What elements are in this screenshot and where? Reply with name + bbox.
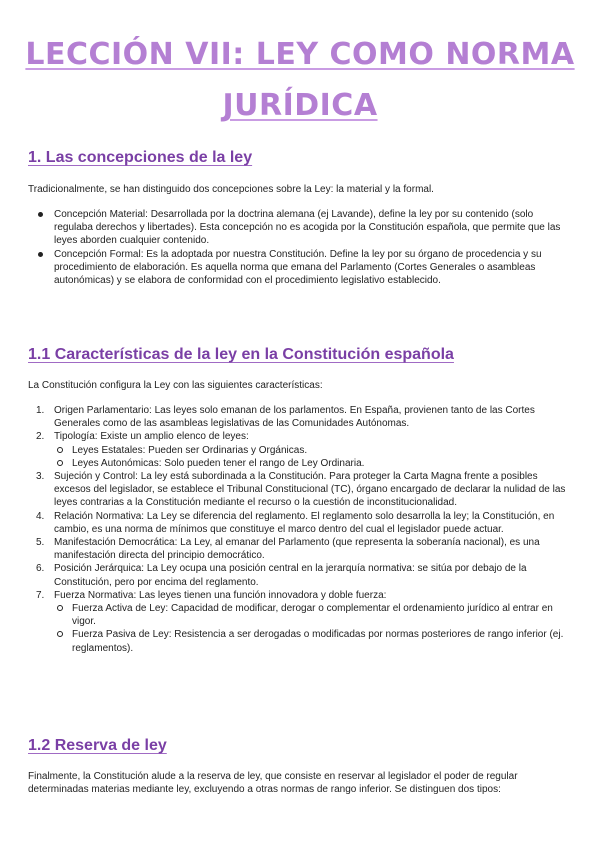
item-number: 6.	[36, 563, 45, 575]
list-item	[36, 536, 568, 562]
page-title-line-2: JURÍDICA	[222, 88, 378, 123]
item-text: Fuerza Normativa: Las leyes tienen una función innovadora y doble fuerza:	[54, 589, 387, 601]
list-item	[36, 404, 568, 430]
item-text: Relación Normativa: La Ley se diferencia del reglamento. El reglamento solo desarrolla la ley; la Constitución, en cambio, es una norma de mínimos que constituye el marco dentro del cual el legislador puede actuar.	[54, 510, 555, 535]
section-1-intro: Tradicionalmente, se han distinguido dos concepciones sobre la Ley: la material y la formal.	[28, 184, 434, 195]
item-number: 5.	[36, 537, 45, 549]
sub-list-item: Leyes Autonómicas: Solo pueden tener el rango de Ley Ordinaria.	[54, 457, 568, 470]
item-text: Sujeción y Control: La ley está subordinada a la Constitución. Para proteger la Carta Magna frente a posibles excesos del legislador, se establece el Tribunal Constitucional (TC), órgano encargado de declarar la nulidad de las leyes contrarias a la Constitución mediante el recurso o la cuestión de inconstitucionalidad.	[54, 471, 566, 509]
section-1-1-heading: 1.1 Características de la ley en la Constitución española	[28, 346, 454, 363]
item-text: Manifestación Democrática: La Ley, al emanar del Parlamento (que representa la soberanía nacional), es una manifestación directa del principio democrático.	[54, 537, 540, 562]
item-number: 4.	[36, 510, 45, 522]
item-number: 3.	[36, 471, 45, 483]
list-item	[36, 562, 568, 588]
list-item: Concepción Material: Desarrollada por la doctrina alemana (ej Lavande), define la ley por su contenido (solo regulaba derechos y libertades). Esta concepción no es acogida por la Constitución española, que permite que las leyes aborden cualquier contenido.	[36, 208, 568, 248]
item-text: Posición Jerárquica: La Ley ocupa una posición central en la jerarquía normativa: se sitúa por debajo de la Constitución, pero por encima del reglamento.	[54, 563, 527, 588]
section-1-heading: 1. Las concepciones de la ley	[28, 149, 253, 166]
sub-list-item: Fuerza Activa de Ley: Capacidad de modificar, derogar o complementar el ordenamiento jurídico al entrar en vigor.	[54, 602, 568, 628]
item-text: Origen Parlamentario: Las leyes solo emanan de los parlamentos. En España, provienen tanto de las Cortes Generales como de las asambleas legislativas de las Comunidades Autónomas.	[54, 405, 535, 430]
sub-list-item: Leyes Estatales: Pueden ser Ordinarias y Orgánicas.	[54, 444, 568, 457]
section-1-1-intro: La Constitución configura la Ley con las siguientes características:	[28, 380, 323, 391]
sub-list-item: Fuerza Pasiva de Ley: Resistencia a ser derogadas o modificadas por normas posteriores de rango inferior (ej. reglamentos).	[54, 628, 568, 654]
sub-list	[54, 444, 568, 470]
item-number: 2.	[36, 431, 45, 443]
list-item	[36, 430, 568, 470]
sub-list	[54, 602, 568, 655]
item-number: 1.	[36, 405, 45, 416]
page-title-line-1: LECCIÓN VII: LEY COMO NORMA	[25, 37, 575, 72]
section-1-2-heading: 1.2 Reserva de ley	[28, 737, 167, 754]
list-item: Concepción Formal: Es la adoptada por nuestra Constitución. Define la ley por su órgano de procedencia y su procedimiento de elaboración. Es aquella norma que emana del Parlamento (Cortes Generales o asambleas autonómicas) y se elabora de conformidad con el procedimiento legislativo establecido.	[36, 248, 568, 288]
item-text: Tipología: Existe un amplio elenco de leyes:	[54, 431, 249, 443]
list-item	[36, 510, 568, 536]
list-item	[36, 470, 568, 510]
characteristics-list	[36, 404, 568, 655]
item-number: 7.	[36, 589, 45, 601]
list-item	[36, 589, 568, 655]
section-1-2-intro: Finalmente, la Constitución alude a la reserva de ley, que consiste en reservar al legislador el poder de regular determinadas materias mediante ley, excluyendo a otras normas de rango inferior. Se distinguen dos tipos:	[28, 771, 518, 796]
section-1-bullet-list	[36, 208, 568, 287]
